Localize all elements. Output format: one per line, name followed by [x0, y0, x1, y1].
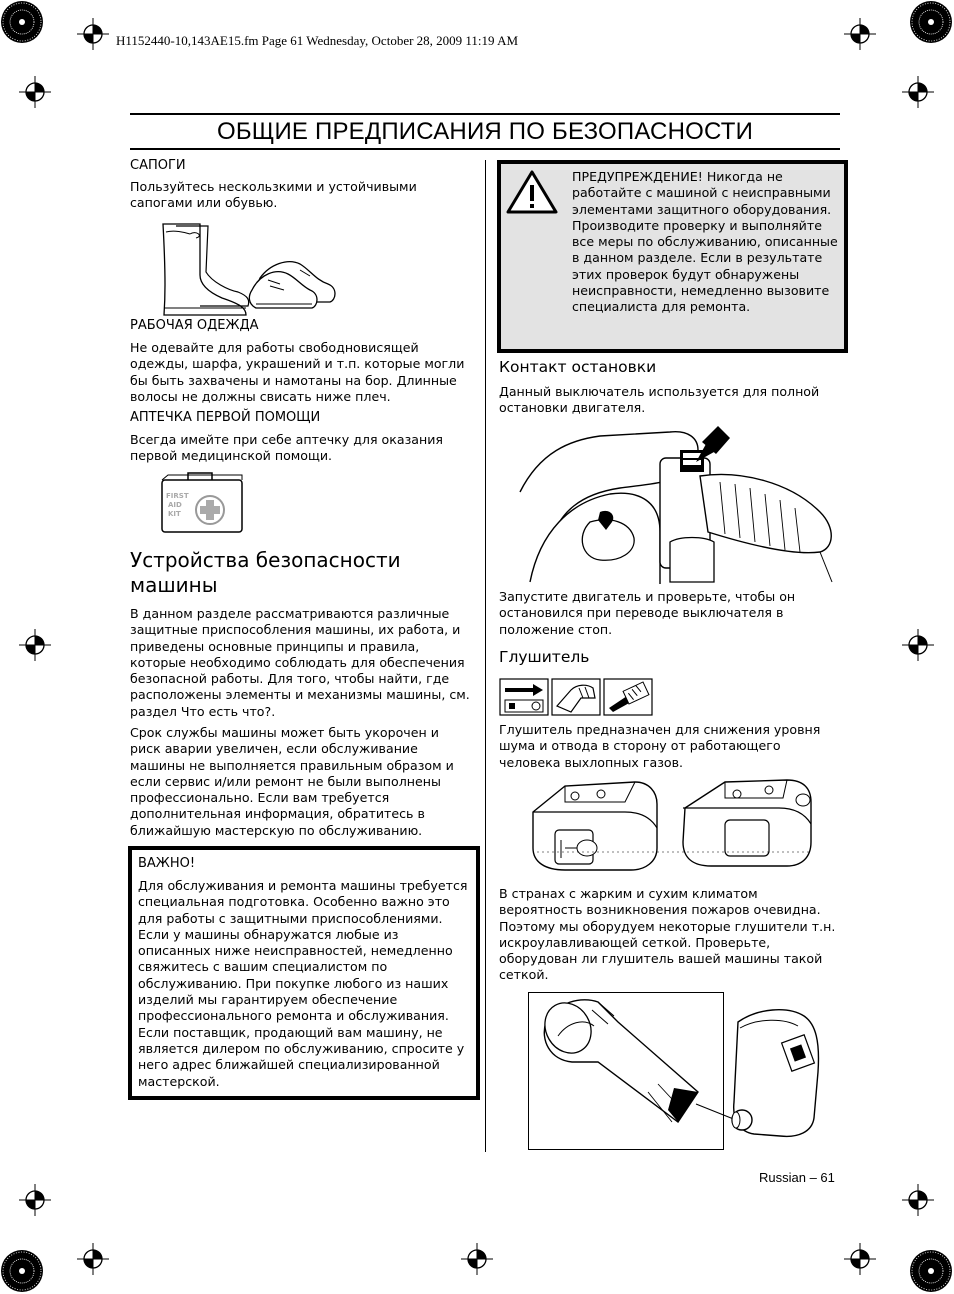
important-text: Для обслуживания и ремонта машины требуется специальная подготовка. Особенно важно это для работы с защитными приспособлениями. Если у машины обнаружатся любые из описанных ниже неисправностей, немедленно свяжитесь с вашим специалистом по обслуживанию. При покупке любого из наших изделий мы гарантируем обеспечение профессионального ремонта и обслуживания. Если поставщик, продающий вам машину, не является дилером по обслуживанию, спросите у него адрес ближайшей специализированной мастерской. — [138, 878, 468, 1089]
warning-text: ПРЕДУПРЕЖДЕНИЕ! Никогда не работайте с машиной с неисправными элементами защитного оборудования. Производите проверку и выполняйте все меры по обслуживанию, описанные в данном разделе. Если в результате этих проверок будут обнаружены неисправности, немедленно вызовите специалиста для ремонта. — [572, 169, 838, 315]
page-footer: Russian – 61 — [759, 1170, 835, 1185]
file-info-header: H1152440-10,143AE15.fm Page 61 Wednesday, October 28, 2009 11:19 AM — [116, 33, 519, 48]
section-heading: Устройства безопасности машины — [130, 548, 401, 597]
stop-contact-text-1: Данный выключатель используется для полной остановки двигателя. — [499, 384, 820, 416]
spark-arrestor-illustration — [528, 992, 842, 1152]
section-paragraph-1: В данном разделе рассматриваются различные защитные приспособления машины, их работа, и приведены основные принципы и правила, которые необходимо соблюдать для обеспечения безопасной работы. Для того, чтобы найти, где расположены элементы и механизмы машины, см. раздел Что есть что?. — [130, 606, 470, 719]
clothing-heading: РАБОЧАЯ ОДЕЖДА — [130, 318, 259, 333]
clothing-text: Не одевайте для работы свободновисящей одежды, шарфа, украшений и т.п. которые могли бы быть захвачены и намотаны на бор. Длинные волосы не должны свисать ниже плеч. — [130, 340, 465, 404]
title-rule-top — [130, 113, 840, 115]
first-aid-heading: АПТЕЧКА ПЕРВОЙ ПОМОЩИ — [130, 410, 321, 425]
first-aid-text: Всегда имейте при себе аптечку для оказания первой медицинской помощи. — [130, 432, 443, 464]
kit-label-kit: KIT — [168, 510, 181, 518]
stop-switch-illustration — [520, 422, 842, 584]
boots-text: Пользуйтесь нескользкими и устойчивыми сапогами или обувью. — [130, 179, 417, 211]
page-title: ОБЩИЕ ПРЕДПИСАНИЯ ПО БЕЗОПАСНОСТИ — [216, 118, 754, 145]
column-divider — [485, 160, 486, 1152]
kit-label-aid: AID — [168, 501, 182, 509]
muffler-illustration — [525, 772, 825, 880]
important-label: ВАЖНО! — [138, 856, 196, 871]
stop-contact-heading: Контакт остановки — [499, 358, 657, 376]
stop-contact-text-2: Запустите двигатель и проверьте, чтобы он остановился при переводе выключателя в положение стоп. — [499, 589, 796, 637]
boots-heading: САПОГИ — [130, 158, 186, 173]
boots-illustration — [160, 220, 340, 320]
muffler-text-1: Глушитель предназначен для снижения уровня шума и отвода в сторону от работающего человека выхлопных газов. — [499, 722, 821, 770]
warning-triangle-icon — [505, 169, 559, 215]
title-rule-bottom — [130, 148, 840, 150]
muffler-maintenance-symbols — [499, 678, 655, 718]
muffler-heading: Глушитель — [499, 648, 590, 666]
section-paragraph-2: Срок службы машины может быть укорочен и риск аварии увеличен, если обслуживание машины не выполняется правильным образом и если сервис и/или ремонт не были выполнены профессионально. Если вам требуется дополнительная информация, обратитесь в ближайшую мастерскую по обслуживанию. — [130, 725, 454, 838]
muffler-text-2: В странах с жарким и сухим климатом вероятность возникновения пожаров очевидна. Поэтому мы оборудуем некоторые глушители т.н. искроулавливающей сеткой. Проверьте, оборудован ли глушитель вашей машины такой сеткой. — [499, 886, 836, 983]
kit-label-first: FIRST — [166, 492, 189, 500]
first-aid-kit-illustration — [158, 470, 250, 536]
